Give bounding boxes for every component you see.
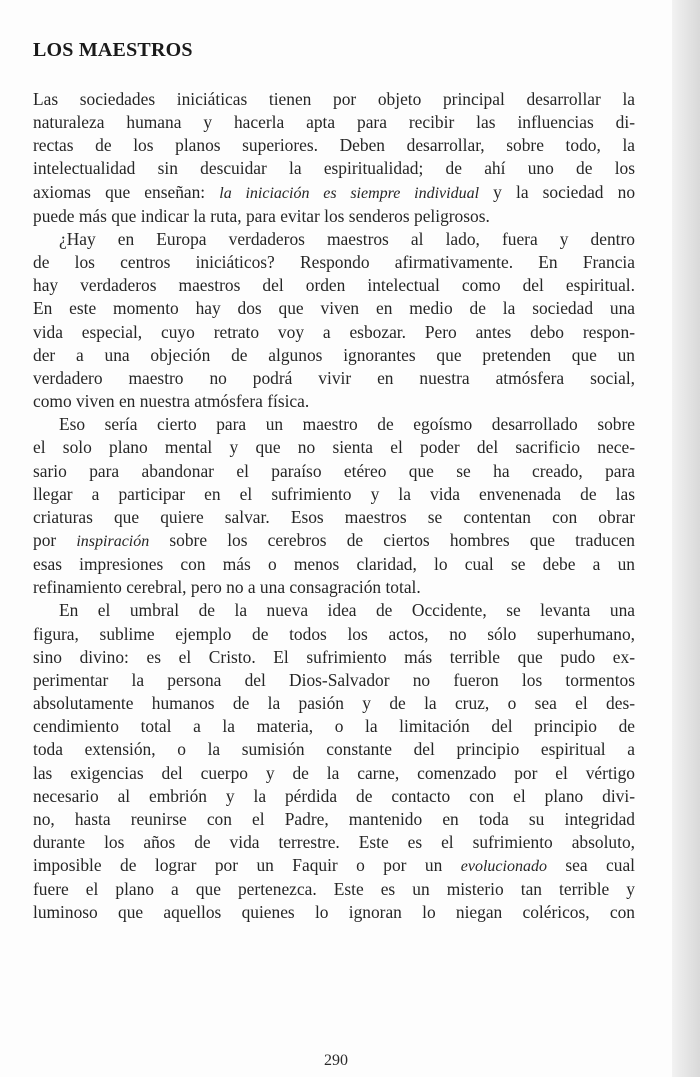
italic-emphasis: evolucionado <box>460 858 547 876</box>
text-line: intelectualidad sin descuidar la espiritualidad; de ahí uno de los <box>33 158 635 179</box>
text-line: criaturas que quiere salvar. Esos maestros se contentan con obrar <box>33 506 635 527</box>
text-segment: sobre los cerebros de ciertos hombres que traducen <box>149 529 635 550</box>
text-line: ¿Hay en Europa verdaderos maestros al lado, fuera y dentro <box>59 228 635 249</box>
text-line: durante los años de vida terrestre. Este es el sufrimiento absoluto, <box>33 832 635 852</box>
text-line: En el umbral de la nueva idea de Occidente, se levanta una <box>59 600 635 621</box>
text-line: como viven en nuestra atmósfera física. <box>33 391 310 412</box>
text-line: Las sociedades iniciáticas tienen por objeto principal desarrollar la <box>33 89 635 109</box>
text-line: cendimiento total a la materia, o la limitación del principio de <box>33 716 635 737</box>
text-line <box>33 854 635 878</box>
body-text <box>33 88 635 925</box>
text-line <box>33 529 635 553</box>
text-line: perimentar la persona del Dios-Salvador no fueron los tormentos <box>33 669 635 690</box>
text-line: fuere el plano a que pertenezca. Este es un misterio tan terrible y <box>33 879 635 900</box>
text-line: En este momento hay dos que viven en medio de la sociedad una <box>33 298 635 319</box>
text-line: no, hasta reunirse con el Padre, mantenido en toda su integridad <box>33 808 635 829</box>
italic-emphasis: la iniciación es siempre individual <box>219 184 480 202</box>
text-segment: y la sociedad no <box>479 181 636 202</box>
chapter-heading: LOS MAESTROS <box>33 39 193 61</box>
text-line: verdadero maestro no podrá vivir en nuestra atmósfera social, <box>33 367 635 388</box>
text-line: rectas de los planos superiores. Deben desarrollar, sobre todo, la <box>33 135 635 156</box>
text-line: necesario al embrión y la pérdida de contacto con el plano divi- <box>33 785 635 806</box>
text-segment: sea cual <box>546 855 636 876</box>
text-line: las exigencias del cuerpo y de la carne, comenzado por el vértigo <box>33 762 635 783</box>
text-line: figura, sublime ejemplo de todos los actos, no sólo superhumano, <box>33 623 635 644</box>
text-line: luminoso que aquellos quienes lo ignoran lo niegan coléricos, con <box>33 902 635 923</box>
text-line: absolutamente humanos de la pasión y de la cruz, o sea el des- <box>33 693 635 714</box>
text-line: refinamiento cerebral, pero no a una consagración total. <box>33 577 421 598</box>
text-line: puede más que indicar la ruta, para evitar los senderos peligrosos. <box>33 205 490 226</box>
text-line <box>33 181 635 205</box>
text-segment: imposible de lograr por un Faquir o por un <box>33 855 461 876</box>
text-line: esas impresiones con más o menos claridad, lo cual se debe a un <box>33 554 635 575</box>
text-segment: por <box>33 529 77 550</box>
text-line: de los centros iniciáticos? Respondo afirmativamente. En Francia <box>33 252 635 273</box>
text-line: vida especial, cuyo retrato voy a esbozar. Pero antes debo respon- <box>33 321 635 342</box>
text-line: sino divino: es el Cristo. El sufrimiento más terrible que pudo ex- <box>33 646 635 667</box>
text-line: el solo plano mental y que no sienta el poder del sacrificio nece- <box>33 437 635 458</box>
text-line: Eso sería cierto para un maestro de egoísmo desarrollado sobre <box>59 414 635 435</box>
page-edge-shadow <box>672 0 700 1077</box>
text-segment: axiomas que enseñan: <box>33 181 220 202</box>
text-line: llegar a participar en el sufrimiento y la vida envenenada de las <box>33 483 635 504</box>
text-line: sario para abandonar el paraíso etéreo que se ha creado, para <box>33 460 635 481</box>
page-number: 290 <box>324 1052 348 1069</box>
text-line: toda extensión, o la sumisión constante del principio espiritual a <box>33 739 635 760</box>
text-line: hay verdaderos maestros del orden intelectual como del espiritual. <box>33 275 635 296</box>
text-line: der a una objeción de algunos ignorantes que pretenden que un <box>33 344 635 365</box>
italic-emphasis: inspiración <box>76 532 150 550</box>
text-line: naturaleza humana y hacerla apta para recibir las influencias di- <box>33 112 635 133</box>
